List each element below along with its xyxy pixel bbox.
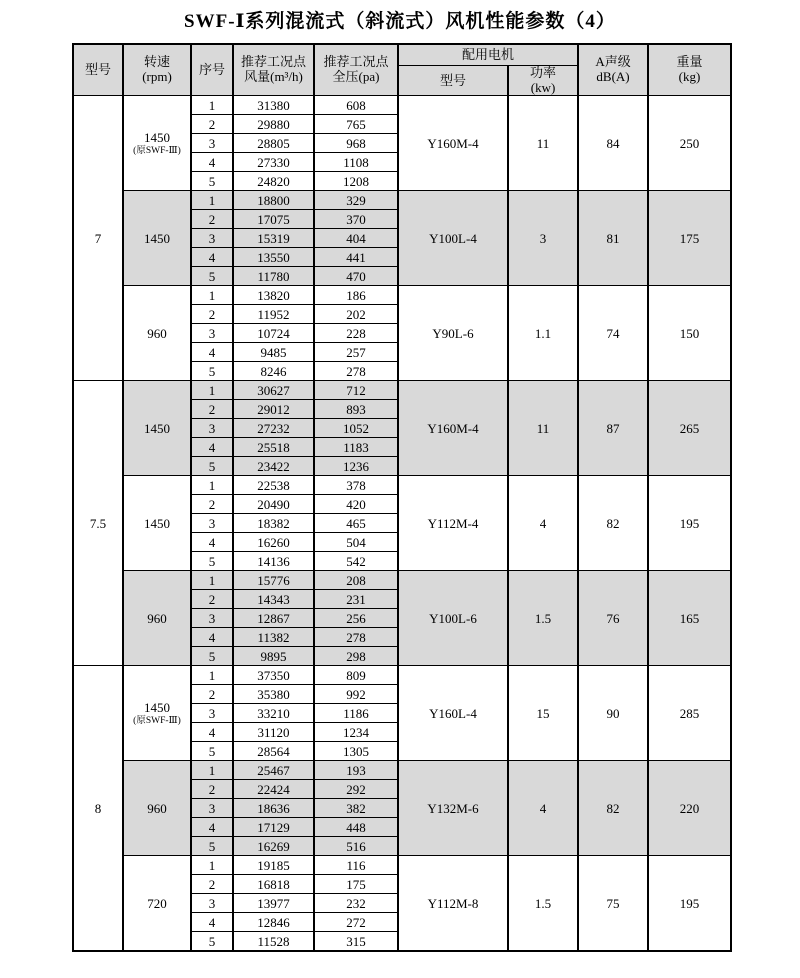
cell-serial: 1	[191, 761, 233, 780]
cell-pressure: 378	[314, 476, 398, 495]
cell-motor-power: 15	[508, 666, 578, 761]
cell-motor-power: 1.1	[508, 286, 578, 381]
cell-serial: 2	[191, 875, 233, 894]
cell-noise: 82	[578, 761, 648, 856]
cell-serial: 2	[191, 590, 233, 609]
cell-speed: 960	[123, 571, 191, 666]
cell-weight: 175	[648, 191, 731, 286]
cell-flow: 30627	[233, 381, 314, 400]
cell-serial: 2	[191, 685, 233, 704]
cell-serial: 3	[191, 514, 233, 533]
cell-serial: 1	[191, 476, 233, 495]
cell-flow: 24820	[233, 172, 314, 191]
cell-noise: 76	[578, 571, 648, 666]
cell-flow: 22538	[233, 476, 314, 495]
table-row	[73, 476, 731, 495]
cell-serial: 1	[191, 666, 233, 685]
cell-pressure: 1236	[314, 457, 398, 476]
speed-note: (原SWF-Ⅲ)	[133, 716, 181, 727]
cell-serial: 2	[191, 305, 233, 324]
cell-serial: 4	[191, 248, 233, 267]
cell-pressure: 186	[314, 286, 398, 305]
cell-serial: 2	[191, 495, 233, 514]
cell-flow: 13977	[233, 894, 314, 913]
table-header	[73, 44, 731, 96]
header-speed: 转速 (rpm)	[123, 44, 191, 96]
cell-pressure: 231	[314, 590, 398, 609]
cell-flow: 9895	[233, 647, 314, 666]
cell-flow: 18382	[233, 514, 314, 533]
cell-pressure: 228	[314, 324, 398, 343]
cell-serial: 1	[191, 856, 233, 875]
cell-serial: 1	[191, 191, 233, 210]
header-motor-group: 配用电机	[398, 44, 578, 66]
cell-pressure: 315	[314, 932, 398, 952]
cell-flow: 12867	[233, 609, 314, 628]
page-title: SWF-Ⅰ系列混流式（斜流式）风机性能参数（4）	[184, 11, 616, 32]
cell-pressure: 257	[314, 343, 398, 362]
cell-flow: 11382	[233, 628, 314, 647]
cell-pressure: 232	[314, 894, 398, 913]
cell-serial: 4	[191, 343, 233, 362]
cell-serial: 5	[191, 932, 233, 952]
cell-serial: 5	[191, 457, 233, 476]
cell-serial: 3	[191, 229, 233, 248]
performance-table	[72, 43, 732, 953]
cell-pressure: 420	[314, 495, 398, 514]
cell-flow: 17129	[233, 818, 314, 837]
cell-motor-model: Y112M-4	[398, 476, 508, 571]
cell-flow: 20490	[233, 495, 314, 514]
table-row	[73, 666, 731, 685]
cell-speed: 1450 (原SWF-Ⅲ)	[123, 666, 191, 761]
cell-serial: 4	[191, 438, 233, 457]
cell-pressure: 278	[314, 362, 398, 381]
cell-flow: 15776	[233, 571, 314, 590]
cell-weight: 165	[648, 571, 731, 666]
cell-flow: 16260	[233, 533, 314, 552]
cell-serial: 1	[191, 381, 233, 400]
cell-flow: 28564	[233, 742, 314, 761]
cell-noise: 74	[578, 286, 648, 381]
cell-motor-power: 11	[508, 381, 578, 476]
cell-pressure: 1052	[314, 419, 398, 438]
cell-serial: 4	[191, 723, 233, 742]
cell-flow: 13550	[233, 248, 314, 267]
cell-weight: 220	[648, 761, 731, 856]
cell-serial: 5	[191, 172, 233, 191]
cell-speed: 1450 (原SWF-Ⅲ)	[123, 96, 191, 191]
cell-flow: 16818	[233, 875, 314, 894]
cell-flow: 31120	[233, 723, 314, 742]
cell-pressure: 272	[314, 913, 398, 932]
cell-serial: 3	[191, 609, 233, 628]
cell-pressure: 465	[314, 514, 398, 533]
cell-flow: 15319	[233, 229, 314, 248]
cell-flow: 22424	[233, 780, 314, 799]
cell-speed: 1450	[123, 191, 191, 286]
cell-flow: 28805	[233, 134, 314, 153]
cell-noise: 87	[578, 381, 648, 476]
cell-noise: 82	[578, 476, 648, 571]
cell-speed: 960	[123, 286, 191, 381]
cell-serial: 1	[191, 96, 233, 115]
header-pressure: 推荐工况点 全压(pa)	[314, 44, 398, 96]
table-row	[73, 571, 731, 590]
cell-motor-power: 4	[508, 476, 578, 571]
cell-flow: 12846	[233, 913, 314, 932]
table-row	[73, 381, 731, 400]
cell-serial: 3	[191, 894, 233, 913]
cell-noise: 84	[578, 96, 648, 191]
cell-serial: 3	[191, 134, 233, 153]
cell-noise: 90	[578, 666, 648, 761]
cell-serial: 4	[191, 628, 233, 647]
cell-pressure: 608	[314, 96, 398, 115]
table-row	[73, 286, 731, 305]
cell-flow: 13820	[233, 286, 314, 305]
cell-pressure: 292	[314, 780, 398, 799]
cell-motor-model: Y100L-4	[398, 191, 508, 286]
header-weight: 重量 (kg)	[648, 44, 731, 96]
table-row	[73, 191, 731, 210]
cell-motor-model: Y160M-4	[398, 381, 508, 476]
cell-pressure: 1208	[314, 172, 398, 191]
cell-motor-model: Y100L-6	[398, 571, 508, 666]
cell-weight: 195	[648, 476, 731, 571]
cell-motor-power: 4	[508, 761, 578, 856]
cell-serial: 2	[191, 115, 233, 134]
header-flow: 推荐工况点 风量(m³/h)	[233, 44, 314, 96]
cell-speed: 960	[123, 761, 191, 856]
cell-pressure: 765	[314, 115, 398, 134]
table-row	[73, 96, 731, 115]
cell-serial: 5	[191, 267, 233, 286]
cell-flow: 25518	[233, 438, 314, 457]
cell-pressure: 504	[314, 533, 398, 552]
cell-pressure: 1183	[314, 438, 398, 457]
cell-flow: 35380	[233, 685, 314, 704]
cell-pressure: 329	[314, 191, 398, 210]
cell-speed: 1450	[123, 476, 191, 571]
cell-pressure: 298	[314, 647, 398, 666]
cell-flow: 33210	[233, 704, 314, 723]
cell-weight: 250	[648, 96, 731, 191]
cell-flow: 23422	[233, 457, 314, 476]
header-serial: 序号	[191, 44, 233, 96]
cell-motor-model: Y132M-6	[398, 761, 508, 856]
cell-flow: 14343	[233, 590, 314, 609]
cell-flow: 14136	[233, 552, 314, 571]
cell-pressure: 175	[314, 875, 398, 894]
cell-flow: 31380	[233, 96, 314, 115]
cell-flow: 11528	[233, 932, 314, 952]
header-model: 型号	[73, 44, 123, 96]
cell-pressure: 202	[314, 305, 398, 324]
cell-serial: 5	[191, 742, 233, 761]
cell-flow: 18636	[233, 799, 314, 818]
cell-pressure: 968	[314, 134, 398, 153]
cell-speed: 720	[123, 856, 191, 952]
speed-note: (原SWF-Ⅲ)	[133, 146, 181, 157]
cell-pressure: 712	[314, 381, 398, 400]
cell-motor-power: 1.5	[508, 571, 578, 666]
cell-flow: 27232	[233, 419, 314, 438]
cell-flow: 17075	[233, 210, 314, 229]
table-body	[73, 96, 731, 952]
cell-flow: 11952	[233, 305, 314, 324]
cell-serial: 5	[191, 552, 233, 571]
header-noise: A声级 dB(A)	[578, 44, 648, 96]
cell-pressure: 893	[314, 400, 398, 419]
cell-pressure: 193	[314, 761, 398, 780]
cell-serial: 3	[191, 799, 233, 818]
cell-noise: 75	[578, 856, 648, 952]
table-row	[73, 761, 731, 780]
cell-weight: 265	[648, 381, 731, 476]
cell-flow: 11780	[233, 267, 314, 286]
cell-motor-power: 11	[508, 96, 578, 191]
cell-flow: 19185	[233, 856, 314, 875]
cell-serial: 2	[191, 400, 233, 419]
cell-motor-power: 1.5	[508, 856, 578, 952]
cell-model: 7	[73, 96, 123, 381]
cell-pressure: 256	[314, 609, 398, 628]
cell-serial: 2	[191, 210, 233, 229]
cell-weight: 285	[648, 666, 731, 761]
cell-flow: 9485	[233, 343, 314, 362]
header-motor-power: 功率 (kw)	[508, 65, 578, 96]
cell-flow: 16269	[233, 837, 314, 856]
cell-pressure: 1234	[314, 723, 398, 742]
cell-serial: 3	[191, 324, 233, 343]
cell-pressure: 370	[314, 210, 398, 229]
cell-serial: 1	[191, 286, 233, 305]
cell-serial: 5	[191, 647, 233, 666]
cell-serial: 2	[191, 780, 233, 799]
cell-flow: 10724	[233, 324, 314, 343]
cell-pressure: 448	[314, 818, 398, 837]
cell-pressure: 470	[314, 267, 398, 286]
cell-serial: 4	[191, 533, 233, 552]
cell-serial: 4	[191, 913, 233, 932]
cell-weight: 150	[648, 286, 731, 381]
cell-noise: 81	[578, 191, 648, 286]
cell-pressure: 441	[314, 248, 398, 267]
cell-pressure: 809	[314, 666, 398, 685]
cell-flow: 27330	[233, 153, 314, 172]
cell-serial: 5	[191, 362, 233, 381]
cell-pressure: 1305	[314, 742, 398, 761]
cell-flow: 25467	[233, 761, 314, 780]
cell-pressure: 1108	[314, 153, 398, 172]
header-motor-model: 型号	[398, 65, 508, 96]
cell-pressure: 404	[314, 229, 398, 248]
cell-serial: 3	[191, 704, 233, 723]
cell-flow: 29880	[233, 115, 314, 134]
cell-motor-model: Y112M-8	[398, 856, 508, 952]
cell-flow: 18800	[233, 191, 314, 210]
cell-model: 8	[73, 666, 123, 952]
cell-serial: 4	[191, 818, 233, 837]
cell-pressure: 1186	[314, 704, 398, 723]
cell-pressure: 992	[314, 685, 398, 704]
cell-pressure: 516	[314, 837, 398, 856]
cell-flow: 8246	[233, 362, 314, 381]
cell-pressure: 542	[314, 552, 398, 571]
cell-pressure: 116	[314, 856, 398, 875]
cell-pressure: 278	[314, 628, 398, 647]
cell-speed: 1450	[123, 381, 191, 476]
cell-motor-model: Y90L-6	[398, 286, 508, 381]
cell-motor-model: Y160M-4	[398, 96, 508, 191]
cell-flow: 37350	[233, 666, 314, 685]
cell-weight: 195	[648, 856, 731, 952]
cell-pressure: 382	[314, 799, 398, 818]
cell-serial: 3	[191, 419, 233, 438]
cell-serial: 1	[191, 571, 233, 590]
cell-motor-power: 3	[508, 191, 578, 286]
cell-model: 7.5	[73, 381, 123, 666]
cell-pressure: 208	[314, 571, 398, 590]
cell-serial: 5	[191, 837, 233, 856]
table-row	[73, 856, 731, 875]
cell-serial: 4	[191, 153, 233, 172]
cell-motor-model: Y160L-4	[398, 666, 508, 761]
cell-flow: 29012	[233, 400, 314, 419]
